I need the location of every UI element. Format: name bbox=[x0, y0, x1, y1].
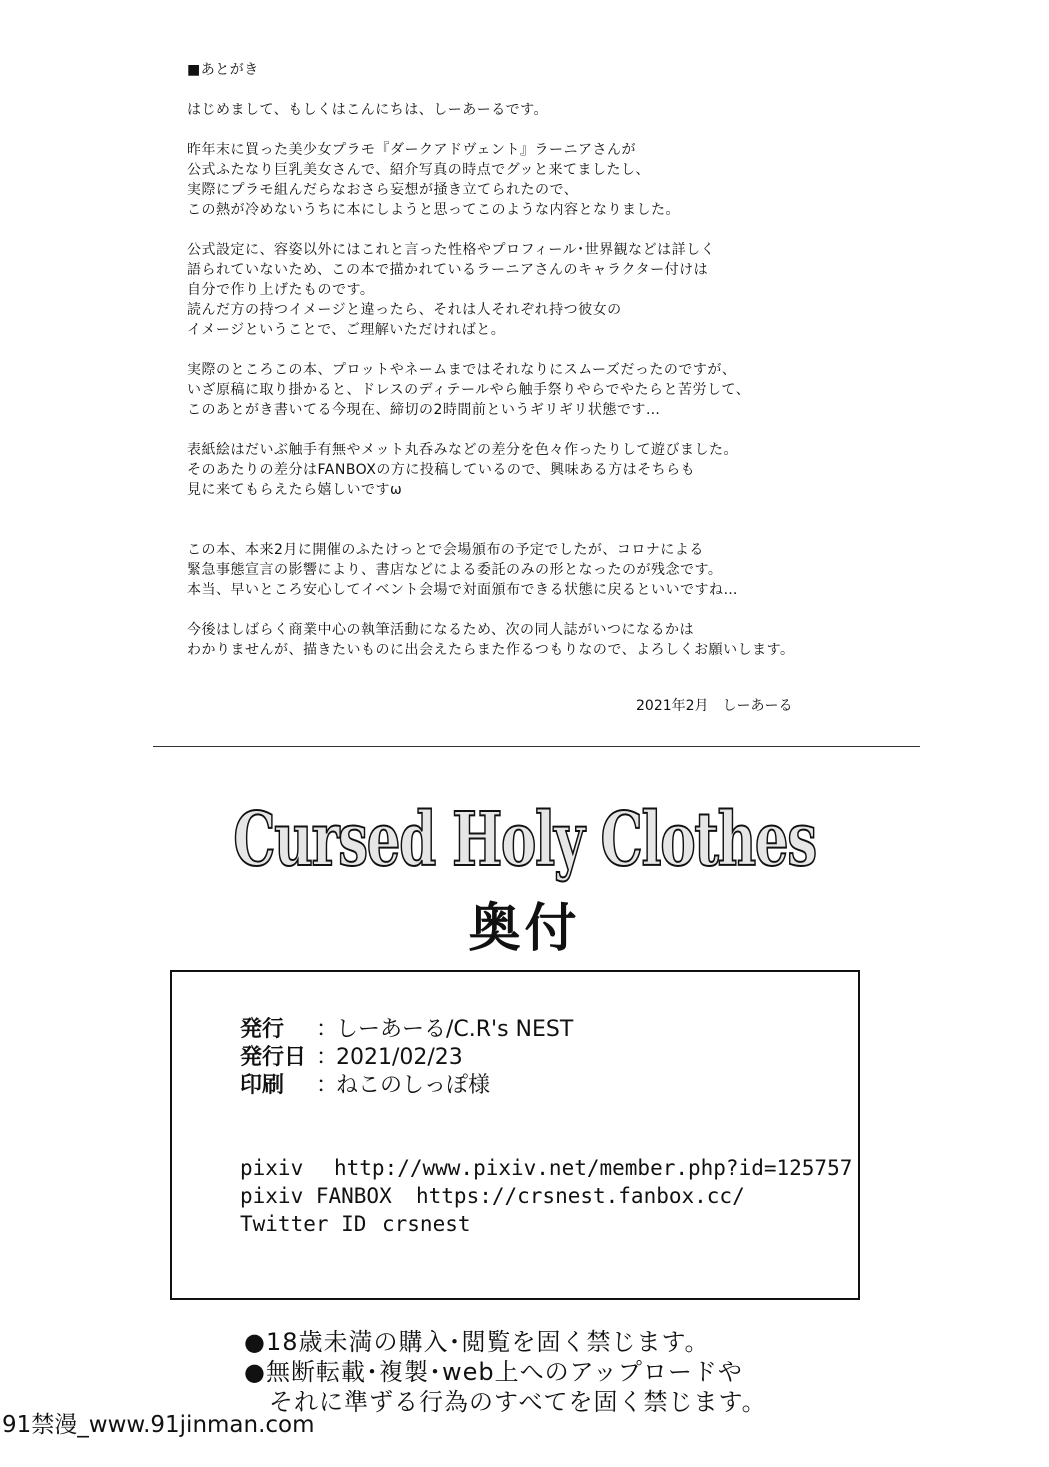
link-label: pixiv FANBOX bbox=[240, 1184, 392, 1208]
link-label: Twitter ID bbox=[240, 1212, 367, 1236]
afterword-line: 表紙絵はだいぶ触手有無やメット丸呑みなどの差分を色々作ったりして遊びました。 bbox=[187, 442, 738, 458]
afterword-line: 実際のところこの本、プロットやネームまではそれなりにスムーズだったのですが、 bbox=[187, 362, 737, 378]
afterword-line: 公式ふたなり巨乳美女さんで、紹介写真の時点でグッと来てましたし、 bbox=[187, 162, 651, 178]
printer-label: 印刷 bbox=[240, 1073, 285, 1098]
link-row-pixiv bbox=[240, 1154, 852, 1182]
afterword-line: 昨年末に買った美少女プラモ『ダークアドヴェント』ラーニアさんが bbox=[187, 142, 636, 158]
notice-no-reproduction: ●無断転載･複製･web上へのアップロードや bbox=[244, 1358, 743, 1386]
notice-age-restriction: ●18歳未満の購入･閲覧を固く禁じます。 bbox=[244, 1328, 710, 1356]
afterword-paragraph bbox=[187, 360, 907, 420]
afterword-paragraph bbox=[187, 620, 907, 660]
afterword-line: 今後はしばらく商業中心の執筆活動になるため、次の同人誌がいつになるかは bbox=[187, 622, 694, 638]
afterword-section bbox=[187, 60, 907, 680]
afterword-line: 緊急事態宣言の影響により、書店などによる委託のみの形となったのが残念です。 bbox=[187, 562, 723, 578]
publisher-row bbox=[240, 1016, 573, 1044]
link-value: http://www.pixiv.net/member.php?id=125757 bbox=[334, 1156, 853, 1180]
afterword-line: 読んだ方の持つイメージと違ったら、それは人それぞれ持つ彼女の bbox=[187, 302, 622, 318]
link-row-fanbox bbox=[240, 1182, 745, 1210]
afterword-line: 公式設定に、容姿以外にはこれと言った性格やプロフィール･世界観などは詳しく bbox=[187, 242, 716, 258]
date-value: 2021/02/23 bbox=[336, 1045, 463, 1070]
separator: ： bbox=[316, 1017, 339, 1042]
afterword-line: イメージということで、ご理解いただければと。 bbox=[187, 322, 506, 338]
afterword-line: 見に来てもらえたら嬉しいですω bbox=[187, 482, 403, 498]
afterword-heading: ■あとがき bbox=[187, 62, 259, 78]
afterword-line: このあとがき書いてる今現在、締切の2時間前というギリギリ状態です… bbox=[187, 402, 661, 418]
link-value: crsnest bbox=[382, 1212, 471, 1236]
link-row-twitter bbox=[240, 1210, 471, 1238]
afterword-line: この熱が冷めないうちに本にしようと思ってこのような内容となりました。 bbox=[187, 202, 680, 218]
afterword-line: いざ原稿に取り掛かると、ドレスのディテールやら触手祭りやらでやたらと苦労して、 bbox=[187, 382, 751, 398]
afterword-line: はじめまして、もしくはこんにちは、しーあーるです。 bbox=[187, 102, 548, 118]
section-divider bbox=[153, 746, 920, 747]
afterword-line: わかりませんが、描きたいものに出会えたらまた作るつもりなので、よろしくお願いします。 bbox=[187, 642, 795, 658]
date-label: 発行日 bbox=[240, 1045, 307, 1070]
afterword-paragraph bbox=[187, 540, 907, 600]
notice-no-reproduction-cont: それに準ずる行為のすべてを固く禁じます。 bbox=[244, 1388, 767, 1416]
afterword-paragraph bbox=[187, 440, 907, 500]
link-label: pixiv bbox=[240, 1156, 304, 1180]
separator: ： bbox=[316, 1045, 339, 1070]
afterword-paragraph bbox=[187, 240, 907, 340]
book-title-logo: Cursed Holy Clothes bbox=[233, 797, 816, 883]
date-row bbox=[240, 1044, 463, 1072]
afterword-paragraph bbox=[187, 100, 907, 120]
afterword-paragraph bbox=[187, 140, 907, 220]
afterword-signature: 2021年2月 しーあーる bbox=[636, 698, 793, 714]
colophon-title: 奥付 bbox=[468, 899, 581, 959]
site-watermark: 91禁漫_www.91jinman.com bbox=[2, 1412, 315, 1438]
publisher-label: 発行 bbox=[240, 1017, 285, 1042]
afterword-line: この本、本来2月に開催のふたけっとで会場頒布の予定でしたが、コロナによる bbox=[187, 542, 704, 558]
printer-value: ねこのしっぽ様 bbox=[336, 1073, 491, 1098]
afterword-line: 自分で作り上げたものです。 bbox=[187, 282, 375, 298]
separator: ： bbox=[316, 1073, 339, 1098]
printer-row bbox=[240, 1072, 490, 1100]
publisher-value: しーあーる/C.R's NEST bbox=[336, 1017, 574, 1042]
afterword-line: 実際にプラモ組んだらなおさら妄想が掻き立てられたので、 bbox=[187, 182, 579, 198]
afterword-line: 本当、早いところ安心してイベント会場で対面頒布できる状態に戻るといいですね… bbox=[187, 582, 738, 598]
afterword-line: そのあたりの差分はFANBOXの方に投稿しているので、興味ある方はそちらも bbox=[187, 462, 696, 478]
link-value: https://crsnest.fanbox.cc/ bbox=[416, 1184, 745, 1208]
afterword-line: 語られていないため、この本で描かれているラーニアさんのキャラクター付けは bbox=[187, 262, 709, 278]
